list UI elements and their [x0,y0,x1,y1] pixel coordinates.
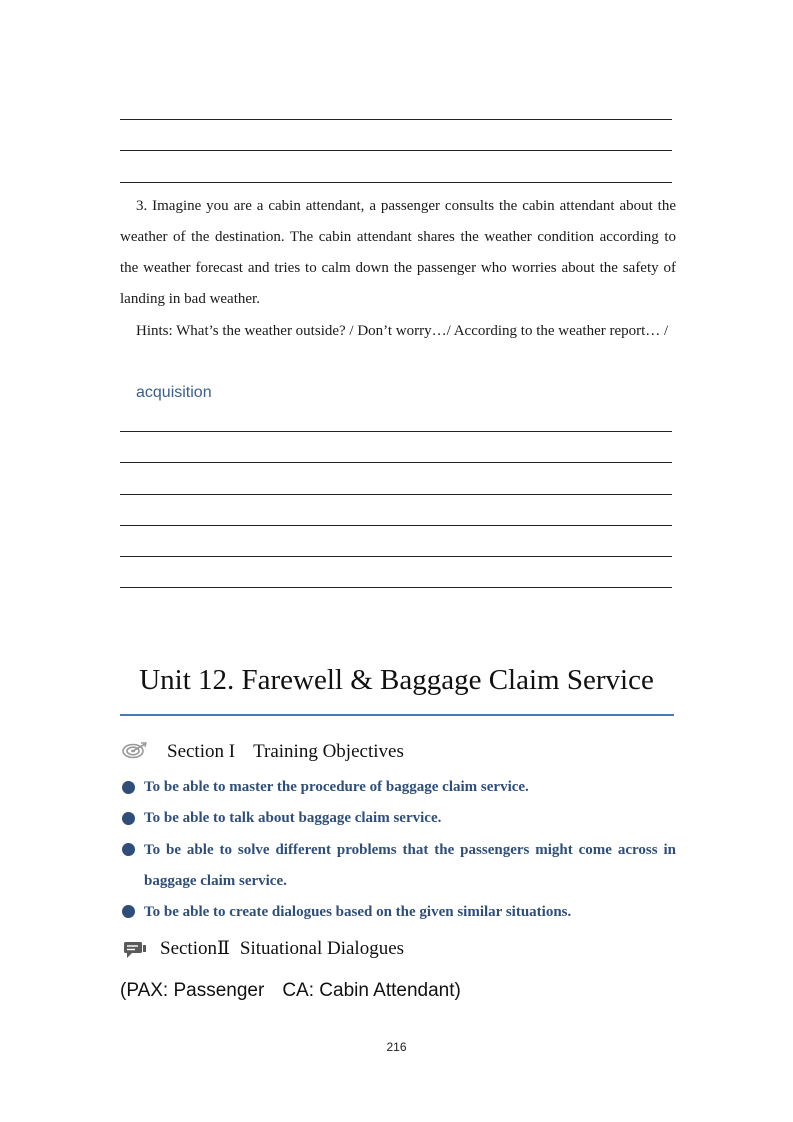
legend-ca: CA: Cabin Attendant) [282,980,461,1001]
answer-line [120,525,672,526]
exercise-hints: Hints: What’s the weather outside? / Don’t worry…/ According to the weather report… / [136,323,669,339]
section-heading [167,739,404,765]
answer-line [120,431,672,432]
answer-line [120,494,672,495]
answer-line [120,587,672,588]
answer-line [120,556,672,557]
objective-item: To be able to talk about baggage claim service. [144,810,442,826]
section-heading [160,936,404,962]
bullet-icon [122,781,135,794]
bullet-icon [122,812,135,825]
section-title: Training Objectives [253,741,404,762]
overlay-word: acquisition [136,384,212,401]
title-divider [120,714,674,716]
answer-line [120,182,672,183]
chat-icon [123,941,147,959]
bullet-icon [122,905,135,918]
legend-pax: (PAX: Passenger [120,980,265,1001]
unit-title: Unit 12. Farewell & Baggage Claim Service [139,664,654,696]
page-number: 216 [386,1040,407,1054]
exercise-prompt: 3. Imagine you are a cabin attendant, a passenger consults the cabin attendant about the weather of the destination. The cabin attendant shares the weather condition according to the weather forecast and tries to calm down the passenger who worries about the safety of landing in bad weather. [120,198,676,307]
objective-item: To be able to master the procedure of baggage claim service. [144,779,529,795]
section-label: Section I [167,741,236,762]
section-label: SectionⅡ [160,938,230,959]
bullet-icon [122,843,135,856]
answer-line [120,119,672,120]
speaker-legend [120,978,479,1004]
answer-line [120,150,672,151]
objective-item: To be able to solve different problems that the passengers might come across in baggage claim service. [144,842,676,889]
section-title: Situational Dialogues [239,938,405,959]
objective-item: To be able to create dialogues based on the given similar situations. [144,904,572,920]
target-icon [122,741,148,759]
answer-line [120,462,672,463]
